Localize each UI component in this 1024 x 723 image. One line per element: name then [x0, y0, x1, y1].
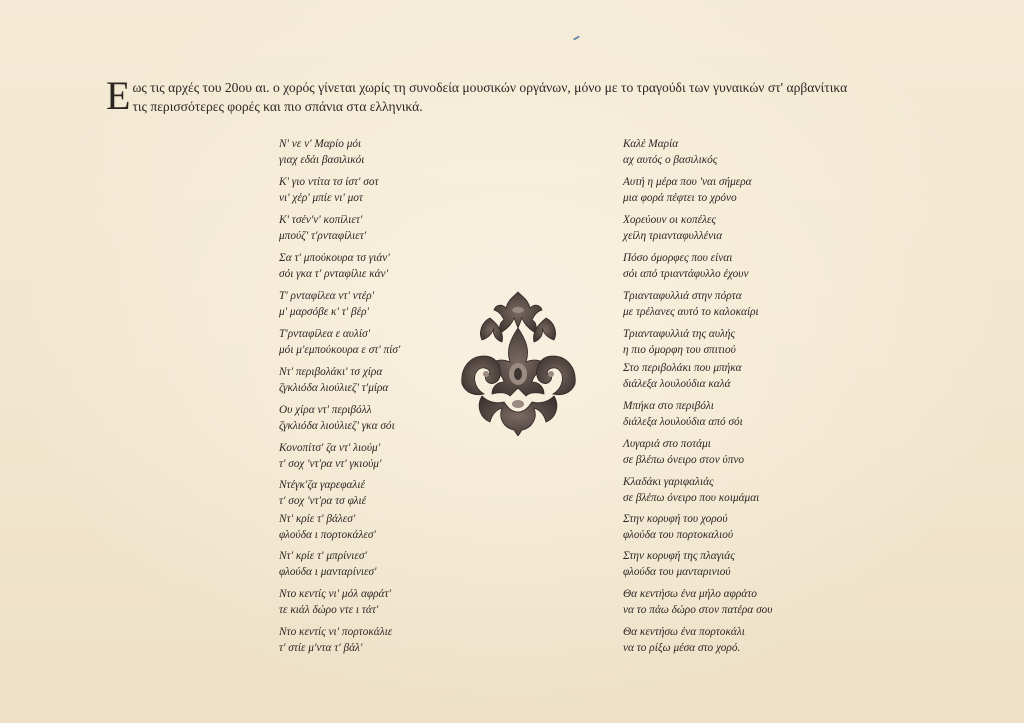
lyric-line: Ου χίρα ντ' περιβόλλ	[279, 404, 372, 416]
lyric-line: η πιο όμορφη του σπιτιού	[623, 343, 736, 356]
stanza	[623, 475, 759, 507]
lyric-line: Ντο κεντίς νι' μόλ αφράτ'	[279, 588, 391, 600]
stanza	[623, 289, 759, 321]
lyric-line: Λυγαριά στο ποτάμι	[623, 438, 711, 450]
stanza	[623, 512, 733, 544]
lyric-line: τ' σοχ 'ντ'ρα τσ φλιέ	[279, 494, 367, 507]
lyric-line: Αυτή η μέρα που 'ναι σήμερα	[623, 176, 752, 188]
lyric-line: Μπήκα στο περιβόλι	[623, 400, 714, 412]
stanza	[279, 365, 388, 397]
lyric-line: σόι γκα τ' ρνταφίλιε κάν'	[279, 267, 388, 280]
lyric-line: τ' σοχ 'ντ'ρα ντ' γκιούμ'	[279, 457, 382, 470]
intro-paragraph	[106, 73, 966, 118]
stanza	[279, 403, 395, 435]
lyric-line: Στο περιβολάκι που μπήκα	[623, 362, 742, 374]
lyric-line: Στην κορυφή του χορού	[623, 513, 728, 525]
stanza	[623, 251, 749, 283]
stanza	[279, 289, 374, 321]
lyric-line: Κ' γιο ντίτα τσ ίστ' σοτ	[279, 176, 379, 188]
lyric-line: νι' χέρ' μπίε νι' μοτ	[279, 191, 363, 204]
embroidered-floral-motif-icon	[456, 288, 581, 436]
stanza	[279, 175, 379, 207]
lyric-line: τε κιάλ δώρο ντε ι τάτ'	[279, 603, 379, 616]
stanza	[279, 441, 381, 473]
stanza	[623, 327, 736, 359]
lyric-line: Τριανταφυλλιά της αυλής	[623, 328, 736, 340]
intro-line-1: ως τις αρχές του 20ου αι. ο χορός γίνεται χωρίς τη συνοδεία μουσικών οργάνων, μόνο με το τραγούδι των γυναικών στ' αρβανίτικα	[132, 80, 848, 95]
stanza	[623, 437, 744, 469]
lyric-line: μ' μαρσόβε κ' τ' βέρ'	[279, 305, 369, 318]
stanza	[279, 478, 366, 510]
stanza	[279, 251, 390, 283]
lyric-line: να το ρίξω μέσα στο χορό.	[623, 641, 741, 654]
lyric-line: Κ' τσέν'ν' κοπίλιετ'	[279, 214, 363, 226]
lyric-line: Χορεύουν οι κοπέλες	[623, 214, 717, 226]
lyric-line: να το πάω δώρο στον πατέρα σου	[623, 603, 773, 616]
lyric-line: Κονοπίτσ' ζα ντ' λιούμ'	[279, 442, 381, 454]
lyric-line: Σα τ' μπούκουρα τσ γιάν'	[279, 252, 390, 264]
stanza	[279, 137, 364, 169]
stanza	[279, 213, 366, 245]
stanza	[279, 327, 400, 359]
lyric-line: Στην κορυφή της πλαγιάς	[623, 550, 735, 562]
lyric-line: Κλαδάκι γαριφαλιάς	[623, 476, 714, 488]
lyric-line: Θα κεντήσω ένα πορτοκάλι	[623, 626, 745, 638]
stanza	[623, 175, 752, 207]
lyric-line: με τρέλανες αυτό το καλοκαίρι	[623, 305, 759, 318]
stanza	[279, 625, 392, 657]
lyric-line: Θα κεντήσω ένα μήλο αφράτο	[623, 588, 757, 600]
lyric-line: Πόσο όμορφες που είναι	[623, 252, 733, 264]
stanza	[279, 549, 376, 581]
lyric-line: N' νε ν' Μαρίο μόι	[279, 138, 362, 150]
lyric-line: φλούδα του πορτοκαλιού	[623, 528, 734, 541]
stanza	[623, 549, 735, 581]
lyric-line: Ντέγκ'ζα γαρεφαλιέ	[279, 479, 365, 491]
stanza	[623, 137, 717, 169]
lyric-line: διάλεξα λουλούδια καλά	[623, 377, 731, 390]
lyric-line: ζγκλιόδα λιούλιεζ' τ'μίρα	[279, 381, 389, 394]
stanza	[279, 587, 391, 619]
lyric-line: χείλη τριανταφυλλένια	[623, 229, 723, 242]
intro-line-2: τις περισσότερες φορές και πιο σπάνια στα ελληνικά.	[132, 99, 423, 114]
lyric-line: μπούζ' τ'ρνταφίλιετ'	[279, 229, 367, 242]
lyric-line: αχ αυτός ο βασιλικός	[623, 153, 718, 166]
lyric-line: Ντο κεντίς νι' πορτοκάλιε	[279, 626, 393, 638]
drop-cap: Ε	[106, 73, 131, 118]
lyric-line: ζγκλιόδα λιούλιεζ' γκα σόι	[279, 419, 395, 432]
stanza	[623, 213, 722, 245]
stanza	[623, 587, 772, 619]
lyric-line: φλούδα ι πορτοκάλεσ'	[279, 528, 376, 541]
lyric-line: Ντ' περιβολάκι' τσ χίρα	[279, 366, 383, 378]
lyric-line: γιαχ εδάι βασιλικόι	[279, 153, 365, 166]
lyric-line: διάλεξα λουλούδια από σόι	[623, 415, 743, 428]
lyric-line: Ντ' κρίε τ' βάλεσ'	[279, 513, 356, 525]
lyric-line: φλούδα του μανταρινιού	[623, 565, 731, 578]
stanza	[623, 361, 742, 393]
lyric-line: μια φορά πέφτει το χρόνο	[623, 191, 737, 204]
lyric-line: σε βλέπω όνειρο στον ύπνο	[623, 453, 745, 466]
paper-fleck	[573, 35, 580, 40]
lyric-line: Τ'ρνταφίλεα ε αυλίσ'	[279, 328, 371, 340]
lyric-line: τ' στίε μ'ντα τ' βάλ'	[279, 641, 363, 654]
lyric-line: Τ' ρνταφίλεα ντ' ντέρ'	[279, 290, 375, 302]
stanza	[623, 399, 743, 431]
lyric-line: Καλέ Μαρία	[623, 138, 679, 150]
lyric-line: Ντ' κρίε τ' μπρίνιεσ'	[279, 550, 367, 562]
lyric-line: σόι από τριαντάφυλλο έχουν	[623, 267, 749, 280]
lyric-line: φλούδα ι μανταρίνιεσ'	[279, 565, 377, 578]
lyric-line: σε βλέπω όνειρο που κοιμάμαι	[623, 491, 760, 504]
lyric-line: Τριανταφυλλιά στην πόρτα	[623, 290, 742, 302]
lyric-line: μόι μ'εμπούκουρα ε στ' πίσ'	[279, 343, 401, 356]
stanza	[279, 512, 376, 544]
stanza	[623, 625, 745, 657]
